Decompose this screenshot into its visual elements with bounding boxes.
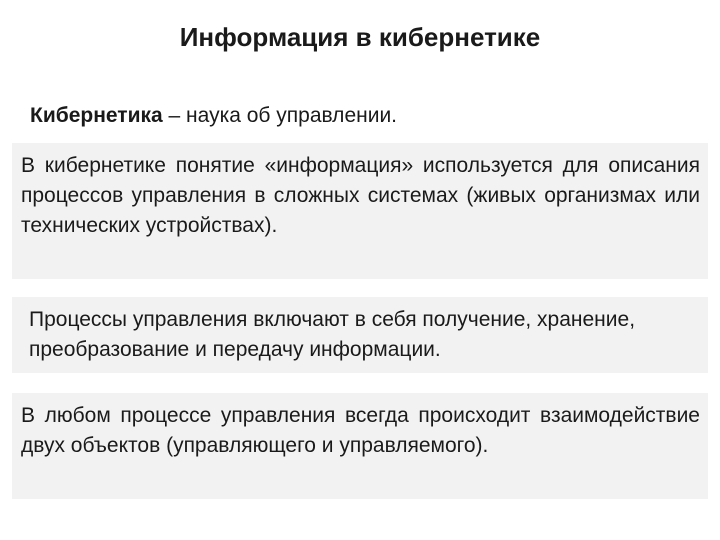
definition-term: Кибернетика <box>30 104 163 127</box>
definition-text: – наука об управлении. <box>162 104 398 127</box>
definition-line <box>30 102 690 130</box>
paragraph-text-3: В любом процессе управления всегда происходит взаимодействие двух объектов (управляющего и управляемого). <box>21 404 700 457</box>
paragraph-text-1: В кибернетике понятие «информация» используется для описания процессов управления в сложных системах (живых организмах или технических устройствах). <box>21 154 700 237</box>
paragraph-box-3 <box>12 393 708 499</box>
paragraph-box-2 <box>12 297 708 373</box>
paragraph-text-2: Процессы управления включают в себя получение, хранение, преобразование и передачу информации. <box>29 308 636 361</box>
paragraph-box-1 <box>12 143 708 279</box>
slide-title: Информация в кибернетике <box>179 22 541 52</box>
